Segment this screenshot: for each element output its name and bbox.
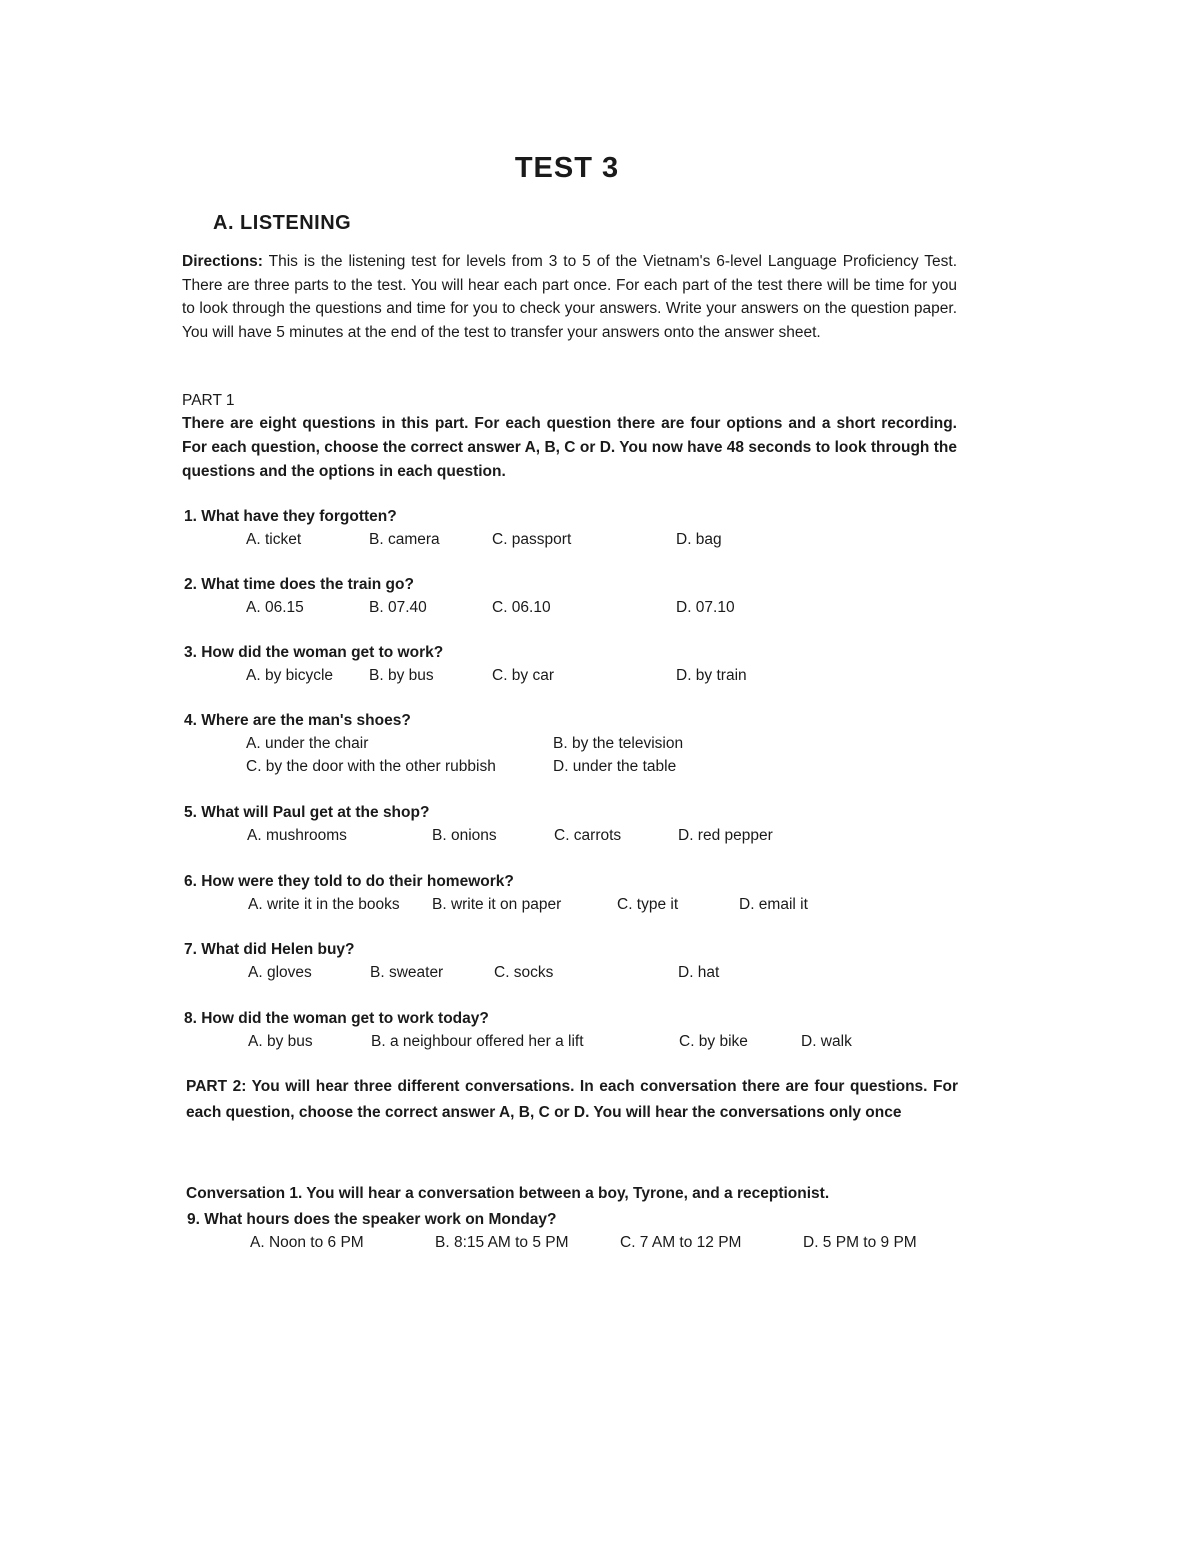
option-d: D. email it bbox=[739, 896, 808, 913]
part2-instructions: PART 2: You will hear three different conversations. In each conversation there are four questions. For each question, choose the correct answer A, B, C or D. You will hear the conversations only once bbox=[186, 1078, 958, 1121]
option-c: C. by bike bbox=[679, 1033, 748, 1050]
option-d: D. walk bbox=[801, 1033, 852, 1050]
option-b: B. by bus bbox=[369, 667, 434, 684]
option-row bbox=[184, 664, 964, 687]
question-1 bbox=[184, 506, 964, 551]
option-d: D. 5 PM to 9 PM bbox=[803, 1234, 917, 1251]
question-stem: 3. How did the woman get to work? bbox=[184, 644, 444, 661]
question-6 bbox=[184, 871, 964, 916]
question-stem: 5. What will Paul get at the shop? bbox=[184, 804, 430, 821]
option-b: B. camera bbox=[369, 531, 440, 548]
option-a: A. by bicycle bbox=[246, 667, 334, 684]
option-d: D. hat bbox=[678, 964, 720, 981]
option-c: C. by car bbox=[492, 667, 555, 684]
section-heading: A. LISTENING bbox=[213, 212, 352, 234]
option-row bbox=[187, 1231, 967, 1254]
option-a: A. Noon to 6 PM bbox=[250, 1234, 364, 1251]
question-stem: 7. What did Helen buy? bbox=[184, 941, 355, 958]
option-row bbox=[184, 596, 964, 619]
option-c: C. by the door with the other rubbish bbox=[246, 758, 496, 775]
option-a: A. write it in the books bbox=[248, 896, 400, 913]
option-a: A. mushrooms bbox=[247, 827, 347, 844]
option-c: C. 06.10 bbox=[492, 599, 551, 616]
conversation-1-heading: Conversation 1. You will hear a conversation between a boy, Tyrone, and a receptionist. bbox=[186, 1185, 830, 1202]
option-c: C. type it bbox=[617, 896, 679, 913]
option-a: A. under the chair bbox=[246, 735, 369, 752]
part1-instructions: There are eight questions in this part. For each question there are four options and a short recording. For each question, choose the correct answer A, B, C or D. You now have 48 seconds to look through the questions and the options in each question. bbox=[182, 415, 957, 480]
option-b: B. by the television bbox=[553, 735, 684, 752]
option-b: B. write it on paper bbox=[432, 896, 562, 913]
option-row bbox=[184, 528, 964, 551]
question-2 bbox=[184, 574, 964, 619]
option-b: B. onions bbox=[432, 827, 497, 844]
option-c: C. 7 AM to 12 PM bbox=[620, 1234, 742, 1251]
directions-text: This is the listening test for levels from 3 to 5 of the Vietnam's 6-level Language Proficiency Test. There are three parts to the test. You will hear each part once. For each part of the test there will be time for you to look through the questions and time for you to check your answers. Write your answers on the question paper. You will have 5 minutes at the end of the test to transfer your answers onto the answer sheet. bbox=[182, 253, 957, 341]
option-row bbox=[184, 1030, 964, 1053]
question-8 bbox=[184, 1008, 964, 1053]
directions-label: Directions: bbox=[182, 253, 263, 270]
option-c: C. carrots bbox=[554, 827, 622, 844]
question-stem: 4. Where are the man's shoes? bbox=[184, 712, 411, 729]
option-b: B. 07.40 bbox=[369, 599, 427, 616]
question-stem: 6. How were they told to do their homework? bbox=[184, 873, 514, 890]
option-d: D. bag bbox=[676, 531, 722, 548]
option-b: B. 8:15 AM to 5 PM bbox=[435, 1234, 569, 1251]
option-a: A. 06.15 bbox=[246, 599, 304, 616]
part1-heading: PART 1 bbox=[182, 392, 235, 409]
option-d: D. red pepper bbox=[678, 827, 773, 844]
option-a: A. gloves bbox=[248, 964, 312, 981]
option-b: B. sweater bbox=[370, 964, 444, 981]
question-7 bbox=[184, 939, 964, 984]
question-stem: 2. What time does the train go? bbox=[184, 576, 414, 593]
option-row bbox=[184, 824, 964, 847]
question-stem: 9. What hours does the speaker work on Monday? bbox=[187, 1211, 557, 1228]
option-c: C. passport bbox=[492, 531, 572, 548]
option-a: A. ticket bbox=[246, 531, 302, 548]
page-title: TEST 3 bbox=[514, 152, 620, 184]
option-c: C. socks bbox=[494, 964, 554, 981]
question-9 bbox=[187, 1209, 967, 1254]
option-d: D. 07.10 bbox=[676, 599, 735, 616]
option-b: B. a neighbour offered her a lift bbox=[371, 1033, 584, 1050]
option-row bbox=[184, 893, 964, 916]
question-4 bbox=[184, 710, 964, 778]
option-row bbox=[184, 755, 964, 778]
question-stem: 1. What have they forgotten? bbox=[184, 508, 397, 525]
option-row bbox=[184, 732, 964, 755]
option-d: D. by train bbox=[676, 667, 747, 684]
directions-paragraph bbox=[182, 250, 957, 344]
option-d: D. under the table bbox=[553, 758, 677, 775]
question-5 bbox=[184, 802, 964, 847]
option-row bbox=[184, 961, 964, 984]
question-stem: 8. How did the woman get to work today? bbox=[184, 1010, 489, 1027]
question-3 bbox=[184, 642, 964, 687]
option-a: A. by bus bbox=[248, 1033, 313, 1050]
